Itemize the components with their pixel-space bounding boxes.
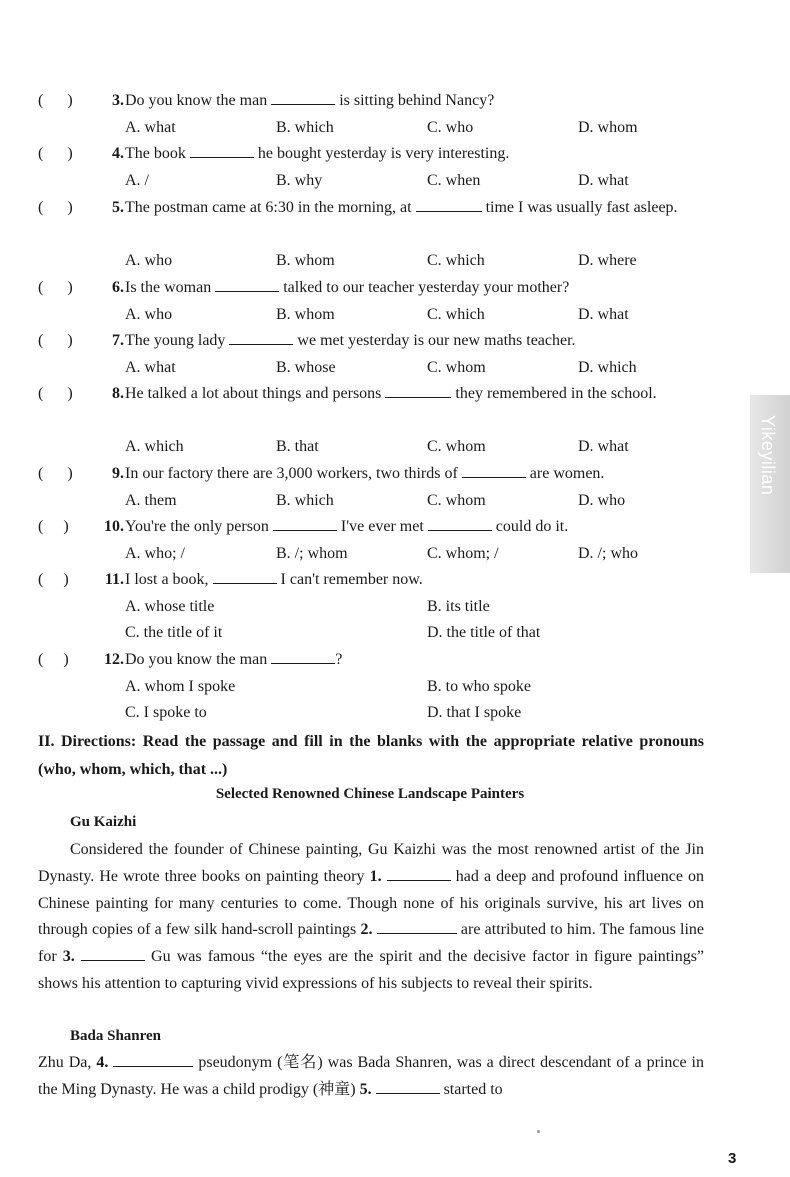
option-b[interactable]: B. which [276,118,334,136]
option-a[interactable]: A. them [125,491,177,509]
passage-title: Selected Renowned Chinese Landscape Painters [215,786,525,802]
option-b[interactable]: B. to who spoke [427,677,531,695]
answer-parentheses[interactable]: ( ) [38,145,73,162]
question-number: 11. [104,571,124,588]
answer-blank[interactable] [416,196,482,212]
answer-parentheses[interactable]: ( ) [38,332,73,349]
option-c[interactable]: C. whom [427,358,486,376]
option-d[interactable]: D. what [578,438,629,455]
option-d[interactable]: D. the title of that [427,624,541,641]
question-number: 8. [112,385,124,402]
question-stem: You're the only person I've ever met could do it. [125,514,708,541]
option-a[interactable]: A. what [125,358,176,376]
answer-parentheses[interactable]: ( ) [38,518,69,535]
answer-parentheses[interactable]: ( ) [38,651,69,668]
answer-blank[interactable] [377,918,457,934]
option-b[interactable]: B. that [276,438,319,455]
option-a[interactable]: A. / [125,171,149,189]
option-c[interactable]: C. whom [427,491,486,509]
decorative-dot [537,1130,540,1133]
question-stem: Do you know the man is sitting behind Nancy? [125,88,708,115]
option-d[interactable]: D. whom [578,118,638,136]
question-stem: In our factory there are 3,000 workers, two thirds of are women. [125,461,708,488]
directions: II. Directions: Read the passage and fill in the blanks with the appropriate relative pronouns (who, whom, which, that ...) [38,733,704,778]
answer-blank[interactable] [81,945,145,961]
option-c[interactable]: C. when [427,171,481,189]
side-tab [750,395,790,573]
option-b[interactable]: B. whom [276,252,335,269]
option-a[interactable]: A. whose title [125,597,215,615]
question-number: 5. [112,199,124,216]
side-tab-label: Yikeyilian [758,415,778,496]
answer-blank[interactable] [385,382,451,398]
answer-blank[interactable] [229,329,293,345]
question-number: 4. [112,145,124,162]
option-a[interactable]: A. who [125,252,173,269]
answer-blank[interactable] [190,142,254,158]
answer-blank[interactable] [271,648,335,664]
option-c[interactable]: C. which [427,305,485,323]
option-b[interactable]: B. which [276,491,334,509]
question-number: 7. [112,332,124,349]
option-c[interactable]: C. who [427,118,474,136]
answer-blank[interactable] [376,1078,440,1094]
question-number: 12. [104,651,124,668]
option-c[interactable]: C. I spoke to [125,704,207,721]
option-b[interactable]: B. whom [276,305,335,323]
option-b[interactable]: B. why [276,171,323,189]
answer-parentheses[interactable]: ( ) [38,465,73,482]
answer-parentheses[interactable]: ( ) [38,571,69,588]
answer-blank[interactable] [428,515,492,531]
question-stem: The young lady we met yesterday is our new maths teacher. [125,328,708,355]
option-d[interactable]: D. who [578,491,626,509]
answer-blank[interactable] [271,89,335,105]
question-number: 9. [112,465,124,482]
answer-blank[interactable] [215,276,279,292]
answer-blank[interactable] [213,568,277,584]
answer-parentheses[interactable]: ( ) [38,279,73,296]
option-b[interactable]: B. /; whom [276,544,348,562]
option-d[interactable]: D. where [578,252,637,269]
question-stem: The postman came at 6:30 in the morning, at time I was usually fast asleep. [125,195,708,222]
answer-parentheses[interactable]: ( ) [38,385,73,402]
answer-parentheses[interactable]: ( ) [38,199,73,216]
option-d[interactable]: D. which [578,358,637,376]
answer-blank[interactable] [113,1051,193,1067]
question-stem: Do you know the man ? [125,647,708,674]
option-d[interactable]: D. what [578,171,629,189]
option-c[interactable]: C. whom [427,438,486,455]
question-stem: Is the woman talked to our teacher yesterday your mother? [125,275,708,302]
option-d[interactable]: D. what [578,305,629,323]
option-a[interactable]: A. who [125,305,173,323]
option-c[interactable]: C. whom; / [427,544,499,562]
paragraph-bada-shanren: Zhu Da, 4. pseudonym (笔名) was Bada Shanren, was a direct descendant of a prince in the Ming Dynasty. He was a child prodigy (神童) 5. started to [38,1050,704,1104]
question-stem: The book he bought yesterday is very interesting. [125,141,708,168]
question-stem: He talked a lot about things and persons they remembered in the school. [125,381,708,408]
option-d[interactable]: D. /; who [578,544,638,562]
option-c[interactable]: C. the title of it [125,624,223,641]
page-number: 3 [728,1150,737,1167]
painter-name-bada-shanren: Bada Shanren [70,1028,162,1044]
question-number: 3. [112,92,124,109]
option-a[interactable]: A. which [125,438,184,455]
answer-blank[interactable] [273,515,337,531]
option-b[interactable]: B. whose [276,358,336,376]
option-a[interactable]: A. what [125,118,176,136]
paragraph-gu-kaizhi: Considered the founder of Chinese painting, Gu Kaizhi was the most renowned artist of the Jin Dynasty. He wrote three books on painting theory 1. had a deep and profound influence on Chinese painting for many centuries to come. Though none of his originals survive, his art lives on through copies of a few silk hand-scroll paintings 2. are attributed to him. The famous line for 3. Gu was famous “the eyes are the spirit and the decisive factor in figure paintings” shows his attention to capturing vivid expressions of his subjects to reveal their spirits. [38,841,705,992]
answer-parentheses[interactable]: ( ) [38,92,73,109]
option-b[interactable]: B. its title [427,597,490,615]
option-d[interactable]: D. that I spoke [427,704,522,721]
question-number: 6. [112,279,124,296]
painter-name-gu-kaizhi: Gu Kaizhi [70,814,137,830]
option-a[interactable]: A. who; / [125,544,185,562]
answer-blank[interactable] [462,462,526,478]
answer-blank[interactable] [387,865,451,881]
option-a[interactable]: A. whom I spoke [125,677,236,695]
question-stem: I lost a book, I can't remember now. [125,567,708,594]
question-number: 10. [104,518,124,535]
option-c[interactable]: C. which [427,252,485,269]
